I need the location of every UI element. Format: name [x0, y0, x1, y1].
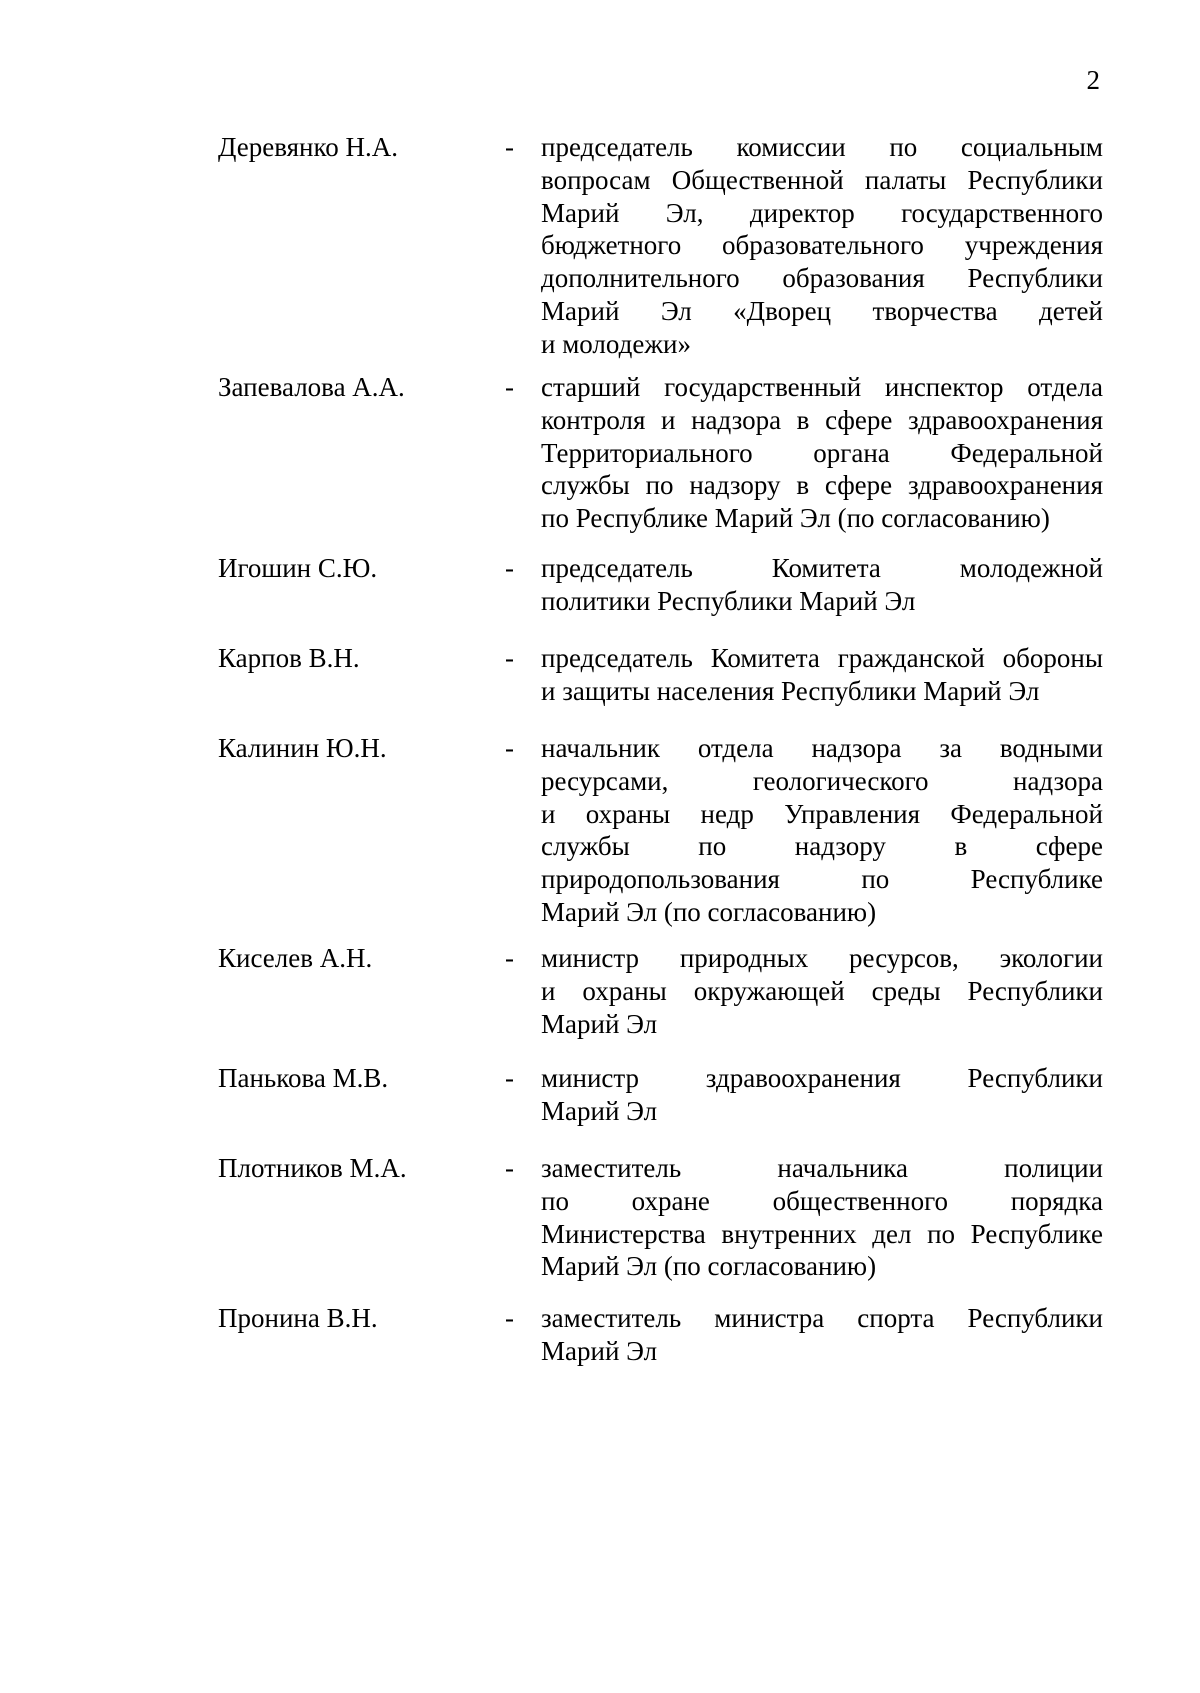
position-line: и молодежи» [541, 328, 691, 359]
entry-dash: - [505, 733, 514, 763]
member-position [541, 732, 1103, 929]
member-position [541, 131, 1103, 361]
position-line: заместитель министра спорта Республики [541, 1303, 1103, 1333]
entry-dash: - [505, 1063, 514, 1093]
position-line: Территориального органа Федеральной [541, 437, 1103, 468]
position-line: Министерства внутренних дел по Республике [541, 1218, 1103, 1249]
position-line: вопросам Общественной палаты Республики [541, 164, 1103, 195]
position-line: заместитель начальника полиции [541, 1153, 1103, 1183]
position-line: контроля и надзора в сфере здравоохранения [541, 404, 1103, 435]
member-name: Панькова М.В. [218, 1063, 389, 1093]
position-line: председатель комиссии по социальным [541, 132, 1103, 162]
position-line: природопользования по Республике [541, 864, 1103, 895]
entry-dash: - [505, 943, 514, 973]
member-position [541, 942, 1103, 1040]
position-line: службы по надзору в сфере здравоохранения [541, 470, 1103, 501]
position-line: ресурсами, геологического надзора [541, 765, 1103, 796]
position-line: Марий Эл «Дворец творчества детей [541, 295, 1103, 326]
position-line: дополнительного образования Республики [541, 263, 1103, 294]
member-name: Деревянко Н.А. [218, 132, 398, 162]
entry-dash: - [505, 1153, 514, 1183]
member-name: Пронина В.Н. [218, 1303, 378, 1333]
entry-dash: - [505, 372, 514, 402]
member-name: Запевалова А.А. [218, 372, 405, 402]
position-line: Марий Эл (по согласованию) [541, 1251, 877, 1282]
member-name: Калинин Ю.Н. [218, 733, 387, 763]
member-position [541, 1152, 1103, 1283]
position-line: бюджетного образовательного учреждения [541, 230, 1103, 261]
page-number: 2 [1086, 65, 1100, 95]
position-line: политики Республики Марий Эл [541, 585, 916, 616]
position-line: Марий Эл (по согласованию) [541, 896, 877, 927]
member-name: Киселев А.Н. [218, 943, 373, 973]
position-line: старший государственный инспектор отдела [541, 372, 1103, 402]
position-line: Марий Эл [541, 1095, 658, 1126]
member-name: Карпов В.Н. [218, 643, 360, 673]
position-line: Марий Эл [541, 1008, 658, 1039]
position-line: Марий Эл [541, 1335, 658, 1366]
member-position [541, 1302, 1103, 1368]
member-position [541, 642, 1103, 708]
position-line: начальник отдела надзора за водными [541, 733, 1103, 763]
position-line: председатель Комитета молодежной [541, 553, 1103, 583]
position-line: министр здравоохранения Республики [541, 1063, 1103, 1093]
entry-dash: - [505, 132, 514, 162]
member-position [541, 1062, 1103, 1128]
position-line: министр природных ресурсов, экологии [541, 943, 1103, 973]
entry-dash: - [505, 553, 514, 583]
position-line: Марий Эл, директор государственного [541, 197, 1103, 228]
member-name: Игошин С.Ю. [218, 553, 378, 583]
member-name: Плотников М.А. [218, 1153, 407, 1183]
position-line: и защиты населения Республики Марий Эл [541, 675, 1040, 706]
position-line: по охране общественного порядка [541, 1185, 1103, 1216]
position-line: по Республике Марий Эл (по согласованию) [541, 503, 1050, 534]
entry-dash: - [505, 643, 514, 673]
position-line: службы по надзору в сфере [541, 831, 1103, 862]
position-line: председатель Комитета гражданской обороны [541, 643, 1103, 673]
entry-dash: - [505, 1303, 514, 1333]
member-position [541, 371, 1103, 535]
member-position [541, 552, 1103, 618]
position-line: и охраны окружающей среды Республики [541, 975, 1103, 1006]
position-line: и охраны недр Управления Федеральной [541, 798, 1103, 829]
